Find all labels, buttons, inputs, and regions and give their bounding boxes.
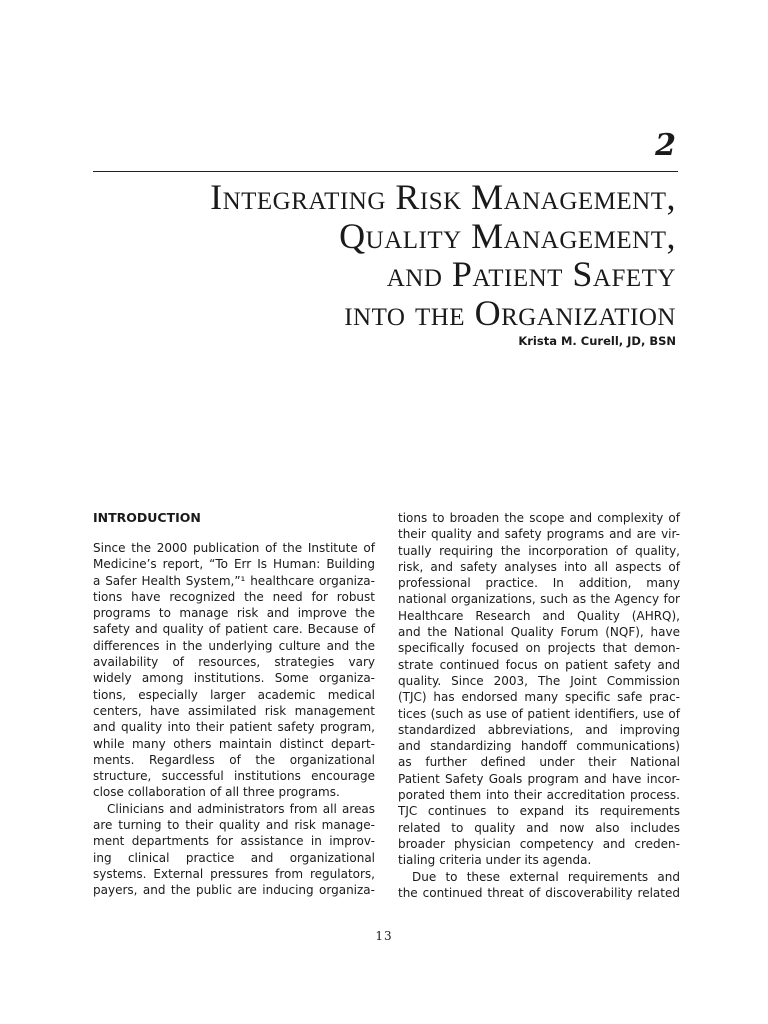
text-line: and quality into their patient safety program, [93,720,375,735]
section-heading: INTRODUCTION [93,510,201,525]
text-line: (TJC) has endorsed many specific safe prac- [398,690,680,705]
text-line: the continued threat of discoverability related [398,885,680,900]
text-line: tions have recognized the need for robust [93,589,375,604]
text-line: ment departments for assistance in improv- [93,834,375,849]
text-line: professional practice. In addition, many [398,576,680,591]
left-paragraph-2 [93,801,375,899]
text-line: programs to manage risk and improve the [93,606,375,621]
text-line: payers, and the public are inducing organiza- [93,883,375,898]
text-line: systems. External pressures from regulators, [93,866,375,881]
chapter-title [76,178,676,332]
page-number: 13 [375,929,393,943]
text-line: centers, have assimilated risk management [93,703,375,718]
text-line: Due to these external requirements and [412,869,680,884]
text-line: widely among institutions. Some organiza- [93,671,375,686]
right-paragraph-2 [398,869,680,902]
chapter-title-line: into the Organization [344,292,676,333]
text-line: as further defined under their National [398,755,680,770]
text-line: are turning to their quality and risk manage- [93,818,375,833]
text-line: quality. Since 2003, The Joint Commission [398,673,680,688]
text-line: differences in the underlying culture and the [93,638,375,653]
text-line: Clinicians and administrators from all areas [107,801,375,816]
text-line: close collaboration of all three programs. [93,785,340,800]
author-byline: Krista M. Curell, JD, BSN [518,334,676,348]
chapter-number: 2 [655,128,676,163]
text-line: and the National Quality Forum (NQF), have [398,625,680,640]
text-line: their quality and safety programs and are vir- [398,527,680,542]
text-line: related to quality and now also includes [398,820,680,835]
text-line: tices (such as use of patient identifiers, use of [398,706,680,721]
right-column [398,510,680,901]
text-line: structure, successful institutions encourage [93,769,375,784]
text-line: Medicine’s report, “To Err Is Human: Building [93,557,375,572]
text-line: porated them into their accreditation process. [398,788,680,803]
text-line: and standardizing handoff communications) [398,739,680,754]
left-paragraph-1 [93,540,375,801]
text-line: tions, especially larger academic medical [93,687,375,702]
text-line: Patient Safety Goals program and have incor- [398,771,680,786]
text-line: a Safer Health System,”¹ healthcare organiza- [93,573,375,588]
text-line: tions to broaden the scope and complexity of [398,511,680,525]
text-line: broader physician competency and creden- [398,836,680,851]
text-line: Healthcare Research and Quality (AHRQ), [398,608,680,623]
text-line: Since the 2000 publication of the Institute of [93,541,375,555]
text-line: tually requiring the incorporation of quality, [398,543,680,558]
text-line: standardized abbreviations, and improving [398,722,680,737]
text-line: specifically focused on projects that demon- [398,641,680,656]
text-line: national organizations, such as the Agency for [398,592,680,607]
chapter-title-line: Quality Management, [339,215,676,256]
right-paragraph-1 [398,510,680,869]
text-line: strate continued focus on patient safety and [398,657,680,672]
text-line: risk, and safety analyses into all aspects of [398,559,680,574]
text-line: availability of resources, strategies vary [93,655,375,670]
text-line: TJC continues to expand its requirements [398,804,680,819]
text-line: ments. Regardless of the organizational [93,752,375,767]
text-line: safety and quality of patient care. Because of [93,622,375,637]
chapter-title-line: Integrating Risk Management, [210,177,676,217]
left-column [93,510,375,899]
text-line: ing clinical practice and organizational [93,850,375,865]
text-line: tialing criteria under its agenda. [398,853,592,868]
chapter-title-line: and Patient Safety [386,254,676,294]
header-rule [93,171,678,172]
text-line: while many others maintain distinct depart- [93,736,375,751]
